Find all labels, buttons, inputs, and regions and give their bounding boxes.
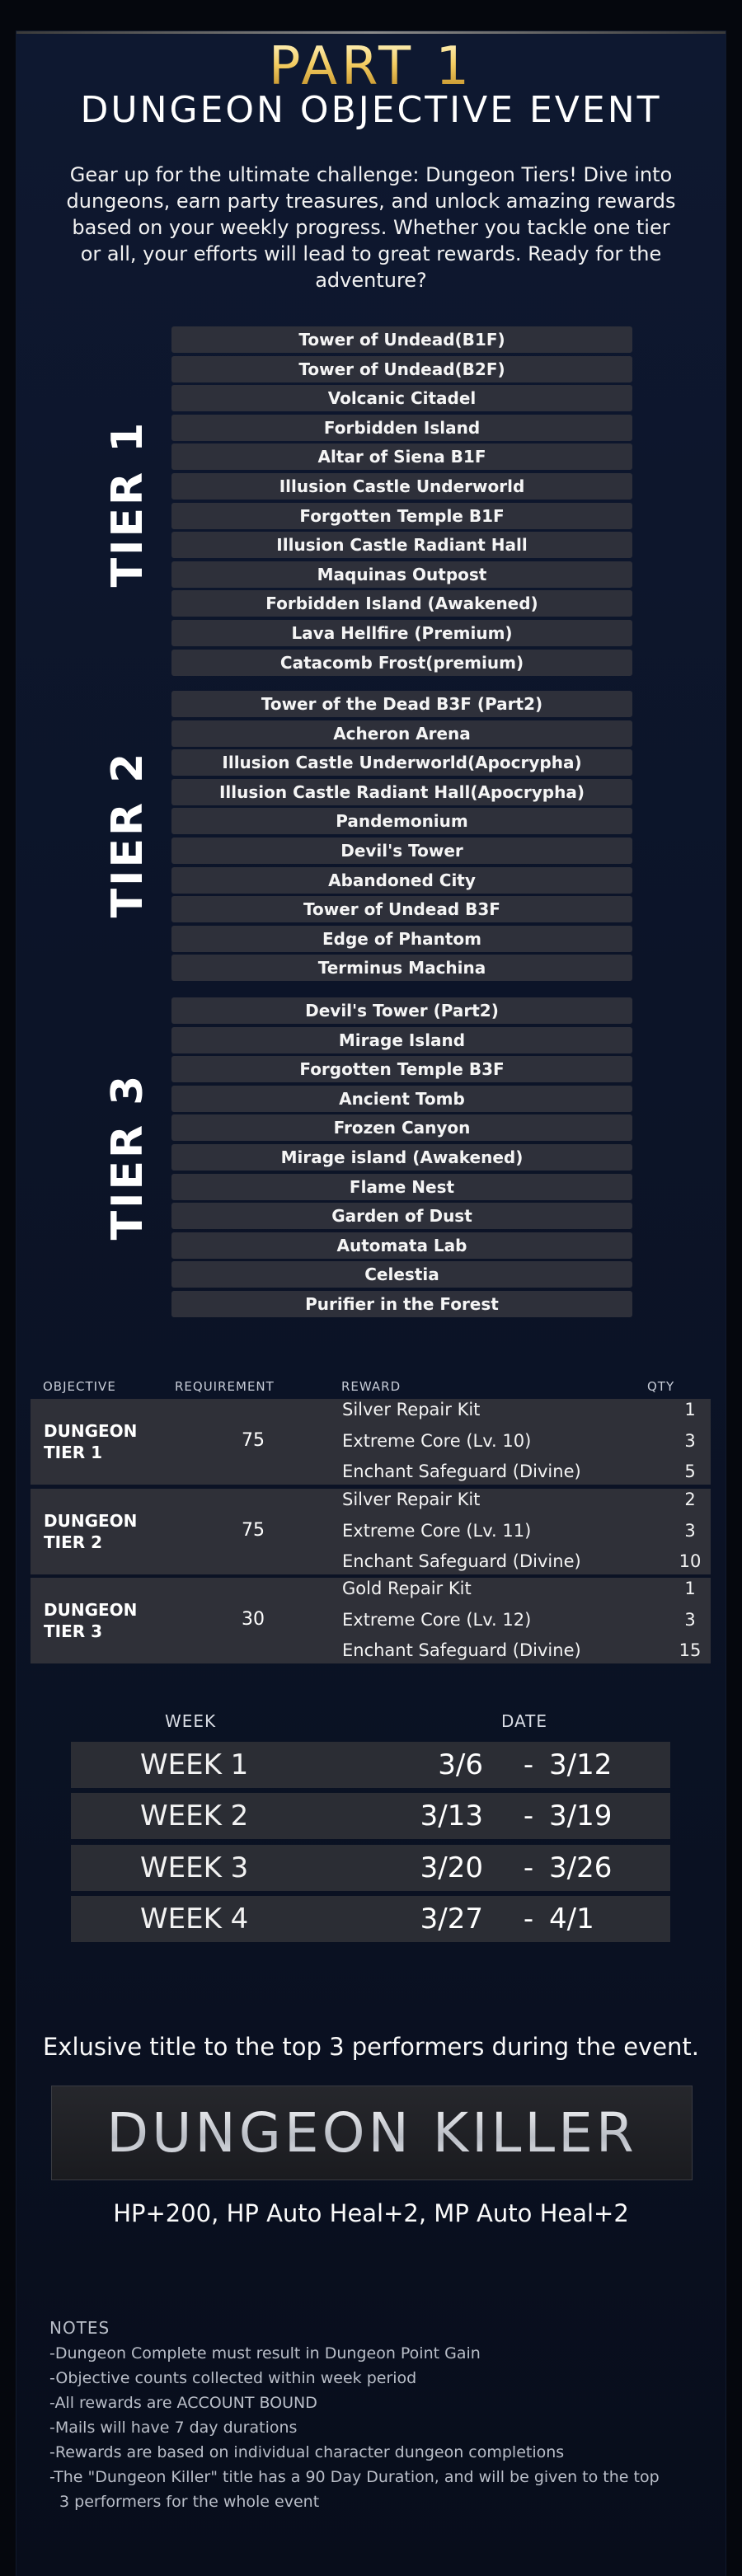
reward-item: Enchant Safeguard (Divine) <box>342 1640 581 1660</box>
week-row <box>71 1896 670 1942</box>
dungeon-item: Altar of Siena B1F <box>171 443 632 470</box>
week-start-date: 3/27 <box>420 1903 483 1936</box>
reward-item: Enchant Safeguard (Divine) <box>342 1462 581 1481</box>
dungeon-item: Forbidden Island (Awakened) <box>171 590 632 617</box>
event-title: DUNGEON OBJECTIVE EVENT <box>80 89 662 131</box>
reward-item: Extreme Core (Lv. 10) <box>342 1431 532 1451</box>
date-separator: - <box>523 1903 534 1936</box>
date-separator: - <box>523 1748 534 1781</box>
tier-1-label: TIER 1 <box>103 420 153 588</box>
week-start-date: 3/13 <box>420 1799 483 1832</box>
week-start-date: 3/20 <box>420 1851 483 1884</box>
week-header: WEEK <box>165 1711 217 1731</box>
part-title: PART 1 <box>0 38 742 96</box>
dungeon-item: Purifier in the Forest <box>171 1291 632 1317</box>
reward-item: Extreme Core (Lv. 12) <box>342 1610 532 1630</box>
title-name: DUNGEON KILLER <box>52 2086 692 2180</box>
reward-qty: 10 <box>679 1551 702 1571</box>
dungeon-item: Garden of Dust <box>171 1203 632 1229</box>
tier-2-dungeon-list <box>171 691 632 984</box>
tier-3-dungeon-list <box>171 997 632 1321</box>
tier-2-label: TIER 2 <box>103 750 153 918</box>
dungeon-item: Forgotten Temple B3F <box>171 1056 632 1082</box>
date-header: DATE <box>501 1711 548 1731</box>
dungeon-item: Terminus Machina <box>171 955 632 981</box>
reward-header: REWARD <box>341 1379 402 1394</box>
reward-qty: 3 <box>684 1521 696 1541</box>
notes-heading: NOTES <box>49 2318 110 2338</box>
week-end-date: 3/26 <box>549 1851 613 1884</box>
dungeon-item: Illusion Castle Radiant Hall <box>171 532 632 558</box>
dungeon-item: Edge of Phantom <box>171 926 632 952</box>
dungeon-item: Automata Lab <box>171 1232 632 1259</box>
dungeon-item: Devil's Tower <box>171 838 632 864</box>
week-end-date: 3/12 <box>549 1748 613 1781</box>
dungeon-item: Celestia <box>171 1261 632 1288</box>
reward-item: Silver Repair Kit <box>342 1490 481 1509</box>
dungeon-item: Maquinas Outpost <box>171 561 632 588</box>
dungeon-item: Ancient Tomb <box>171 1086 632 1112</box>
objective-header: OBJECTIVE <box>43 1379 116 1394</box>
dungeon-item: Forbidden Island <box>171 415 632 441</box>
week-row <box>71 1793 670 1839</box>
exclusive-title-text: Exlusive title to the top 3 performers during the event. <box>42 2033 700 2061</box>
title-bonus-stats: HP+200, HP Auto Heal+2, MP Auto Heal+2 <box>113 2199 629 2227</box>
dungeon-item: Illusion Castle Underworld(Apocrypha) <box>171 749 632 776</box>
objective-requirement: 75 <box>242 1430 265 1451</box>
reward-qty: 15 <box>679 1640 702 1660</box>
notes-list <box>49 2341 660 2514</box>
objective-row-tier-3 <box>31 1578 711 1663</box>
week-name: WEEK 3 <box>140 1851 249 1884</box>
requirement-header: REQUIREMENT <box>175 1379 275 1394</box>
reward-qty: 3 <box>684 1431 696 1451</box>
week-name: WEEK 4 <box>140 1903 249 1936</box>
note-item: -All rewards are ACCOUNT BOUND <box>49 2394 317 2412</box>
dungeon-item: Tower of Undead(B2F) <box>171 356 632 382</box>
dungeon-item: Acheron Arena <box>171 720 632 747</box>
objective-name: DUNGEON TIER 1 <box>44 1421 138 1462</box>
reward-qty: 3 <box>684 1610 696 1630</box>
reward-item: Enchant Safeguard (Divine) <box>342 1551 581 1571</box>
reward-qty: 2 <box>684 1490 696 1509</box>
week-start-date: 3/6 <box>438 1748 483 1781</box>
dungeon-item: Illusion Castle Radiant Hall(Apocrypha) <box>171 779 632 805</box>
reward-item: Gold Repair Kit <box>342 1579 472 1598</box>
dungeon-item: Frozen Canyon <box>171 1114 632 1141</box>
objective-name: DUNGEON TIER 2 <box>44 1511 138 1552</box>
dungeon-item: Mirage island (Awakened) <box>171 1144 632 1171</box>
reward-qty: 5 <box>684 1462 696 1481</box>
week-name: WEEK 1 <box>140 1748 249 1781</box>
week-end-date: 3/19 <box>549 1799 613 1832</box>
objective-requirement: 75 <box>242 1520 265 1541</box>
week-row <box>71 1742 670 1788</box>
week-end-date: 4/1 <box>549 1903 594 1936</box>
reward-item: Extreme Core (Lv. 11) <box>342 1521 532 1541</box>
objective-requirement: 30 <box>242 1609 265 1630</box>
dungeon-item: Devil's Tower (Part2) <box>171 997 632 1024</box>
note-item: -Rewards are based on individual character dungeon completions <box>49 2443 565 2461</box>
week-name: WEEK 2 <box>140 1799 249 1832</box>
tier-3-label: TIER 3 <box>103 1072 153 1241</box>
dungeon-item: Tower of the Dead B3F (Part2) <box>171 691 632 717</box>
qty-header: QTY <box>647 1379 675 1394</box>
objective-row-tier-1 <box>31 1399 711 1485</box>
note-item: -Dungeon Complete must result in Dungeon Point Gain <box>49 2344 481 2363</box>
date-separator: - <box>523 1851 534 1884</box>
reward-item: Silver Repair Kit <box>342 1400 481 1419</box>
dungeon-item: Flame Nest <box>171 1174 632 1200</box>
note-item: -The "Dungeon Killer" title has a 90 Day Duration, and will be given to the top 3 performers for the whole event <box>49 2468 660 2511</box>
note-item: -Mails will have 7 day durations <box>49 2419 298 2437</box>
dungeon-item: Tower of Undead B3F <box>171 896 632 922</box>
title-banner <box>51 2086 693 2180</box>
dungeon-item: Illusion Castle Underworld <box>171 473 632 500</box>
tier-1-dungeon-list <box>171 326 632 678</box>
dungeon-item: Lava Hellfire (Premium) <box>171 620 632 646</box>
dungeon-item: Forgotten Temple B1F <box>171 503 632 529</box>
dungeon-item: Abandoned City <box>171 867 632 894</box>
date-separator: - <box>523 1799 534 1832</box>
dungeon-item: Pandemonium <box>171 808 632 834</box>
week-row <box>71 1845 670 1891</box>
reward-qty: 1 <box>684 1400 696 1419</box>
objective-row-tier-2 <box>31 1489 711 1574</box>
objective-name: DUNGEON TIER 3 <box>44 1600 138 1641</box>
note-item: -Objective counts collected within week period <box>49 2369 417 2387</box>
dungeon-item: Catacomb Frost(premium) <box>171 650 632 676</box>
dungeon-item: Volcanic Citadel <box>171 385 632 411</box>
dungeon-item: Mirage Island <box>171 1027 632 1053</box>
reward-qty: 1 <box>684 1579 696 1598</box>
top-divider <box>16 31 726 34</box>
dungeon-item: Tower of Undead(B1F) <box>171 326 632 353</box>
intro-text: Gear up for the ultimate challenge: Dungeon Tiers! Dive into dungeons, earn party treasures, and unlock amazing rewards based on your weekly progress. Whether you tackle one tier or all, your efforts will lead to great rewards. Ready for the adventure? <box>66 163 676 292</box>
